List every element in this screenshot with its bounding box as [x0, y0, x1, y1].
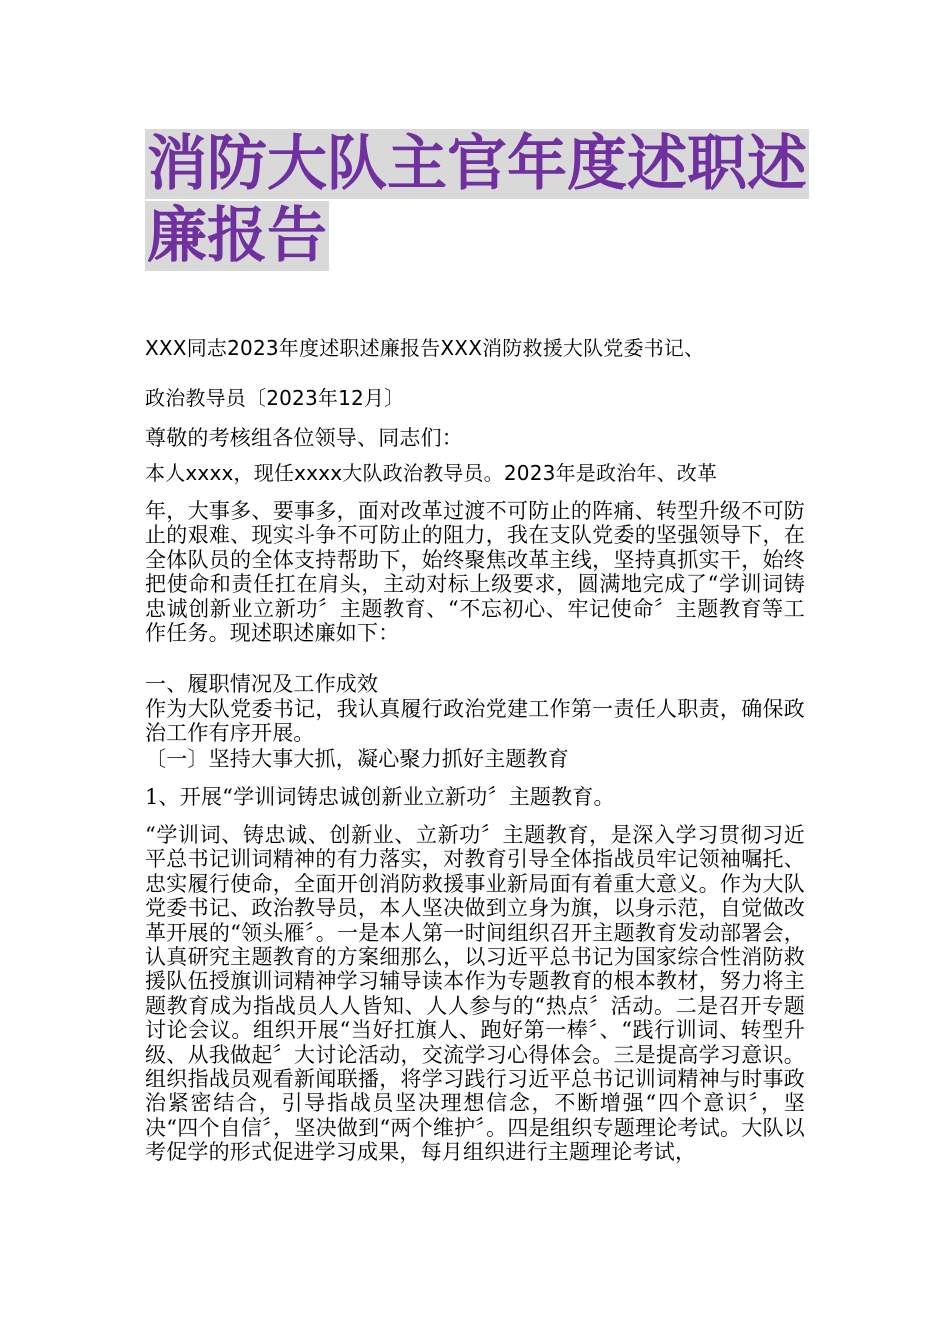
- salutation: 尊敬的考核组各位领导、同志们：: [145, 426, 463, 450]
- subtitle-line-1: XXX同志2023年度述职述廉报告XXX消防救援大队党委书记、: [145, 336, 705, 360]
- section-1-heading: 一、履职情况及工作成效: [145, 672, 379, 696]
- subsection-1-heading: 〔一〕坚持大事大抓，凝心聚力抓好主题教育: [145, 747, 569, 771]
- intro-first-line: 本人xxxx，现任xxxx大队政治教导员。2023年是政治年、改革: [145, 461, 718, 485]
- item-1-text: “学训词、铸忠诚、创新业、立新功〞主题教育，是深入学习贯彻习近平总书记训词精神的有力落实，对教育引导全体指战员牢记领袖嘱托、忠实履行使命，全面开创消防救援事业新局面有着重大意义。作为大队党委书记、政治教导员，本人坚决做到立身为旗，以身示范，自觉做改革开展的“领头雁〞。一是本人第一时间组织召开主题教育发动部署会，认真研究主题教育的方案细那么，以习近平总书记为国家综合性消防救援队伍授旗训词精神学习辅导读本作为专题教育的根本教材，努力将主题教育成为指战员人人皆知、人人参与的“热点〞活动。二是召开专题讨论会议。组织开展“当好扛旗人、跑好第一棒〞、“践行训词、转型升级、从我做起〞大讨论活动，交流学习心得体会。三是提高学习意识。组织指战员观看新闻联播，将学习践行习近平总书记训词精神与时事政治紧密结合，引导指战员坚决理想信念，不断增强“四个意识〞，坚决“四个自信〞，坚决做到“两个维护〞。四是组织专题理论考试。大队以考促学的形式促进学习成果，每月组织进行主题理论考试，: [145, 823, 805, 1165]
- intro-paragraph: 年，大事多、要事多，面对改革过渡不可防止的阵痛、转型升级不可防止的艰难、现实斗争不可防止的阻力，我在支队党委的坚强领导下，在全体队员的全体支持帮助下，始终聚焦改革主线，坚持真抓实干，始终把使命和责任扛在肩头，主动对标上级要求，圆满地完成了“学训词铸忠诚创新业立新功〞主题教育、“不忘初心、牢记使命〞主题教育等工作任务。现述职述廉如下：: [145, 499, 805, 646]
- document-title: 消防大队主官年度述职述廉报告: [147, 129, 807, 271]
- section-1-text: 作为大队党委书记，我认真履行政治党建工作第一责任人职责，确保政治工作有序开展。: [145, 697, 805, 746]
- subtitle-line-2: 政治教导员〔2023年12月〕: [145, 386, 405, 410]
- item-1-heading: 1、开展“学训词铸忠诚创新业立新功〞主题教育。: [145, 785, 615, 809]
